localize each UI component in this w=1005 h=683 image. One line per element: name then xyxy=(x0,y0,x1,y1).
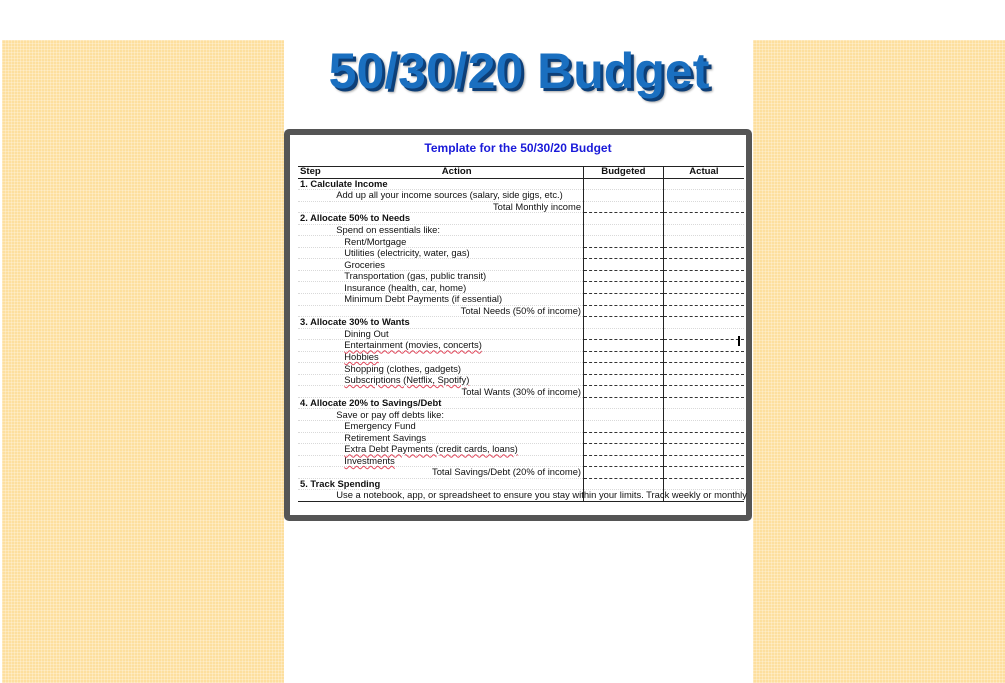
budgeted-cell[interactable] xyxy=(584,270,664,282)
table-row xyxy=(298,201,744,213)
table-row xyxy=(298,397,744,409)
budgeted-cell[interactable] xyxy=(584,259,664,271)
step-cell xyxy=(298,467,330,479)
actual-cell[interactable] xyxy=(663,190,744,202)
table-row xyxy=(298,213,744,225)
note-text[interactable]: Use a notebook, app, or spreadsheet to ensure you stay within your limits. Track weekly or monthly xyxy=(330,490,583,502)
step-cell xyxy=(298,328,330,340)
table-row xyxy=(298,282,744,294)
total-label[interactable]: Total Needs (50% of income) xyxy=(330,305,583,317)
sheet-title: Template for the 50/30/20 Budget xyxy=(424,141,612,155)
budgeted-cell[interactable] xyxy=(584,386,664,398)
budgeted-cell[interactable] xyxy=(584,444,664,456)
table-row xyxy=(298,432,744,444)
actual-cell[interactable] xyxy=(663,317,744,329)
budgeted-cell[interactable] xyxy=(584,236,664,248)
budgeted-cell[interactable] xyxy=(584,178,664,190)
total-label[interactable]: Total Savings/Debt (20% of income) xyxy=(330,467,583,479)
action-item[interactable]: Shopping (clothes, gadgets) xyxy=(330,363,583,375)
left-decorative-panel xyxy=(2,40,284,683)
action-item[interactable]: Insurance (health, car, home) xyxy=(330,282,583,294)
total-label[interactable]: Total Wants (30% of income) xyxy=(330,386,583,398)
step-cell xyxy=(298,294,330,306)
table-row xyxy=(298,386,744,398)
step-cell xyxy=(298,386,330,398)
actual-cell[interactable] xyxy=(663,351,744,363)
table-row xyxy=(298,317,744,329)
budgeted-cell[interactable] xyxy=(584,340,664,352)
actual-cell[interactable] xyxy=(663,328,744,340)
section-heading: 4. Allocate 20% to Savings/Debt xyxy=(298,397,584,409)
step-cell xyxy=(298,455,330,467)
table-row xyxy=(298,351,744,363)
step-cell xyxy=(298,282,330,294)
table-row xyxy=(298,374,744,386)
budgeted-cell[interactable] xyxy=(584,294,664,306)
action-item[interactable] xyxy=(330,374,583,386)
actual-cell[interactable] xyxy=(663,421,744,433)
total-label[interactable]: Total Monthly income xyxy=(330,201,583,213)
actual-cell[interactable] xyxy=(663,386,744,398)
actual-cell[interactable] xyxy=(663,247,744,259)
actual-cell[interactable] xyxy=(663,444,744,456)
step-cell xyxy=(298,190,330,202)
table-row xyxy=(298,270,744,282)
actual-cell[interactable] xyxy=(663,363,744,375)
budgeted-cell[interactable] xyxy=(584,317,664,329)
step-cell xyxy=(298,432,330,444)
budgeted-cell[interactable] xyxy=(584,409,664,421)
action-item[interactable] xyxy=(330,455,583,467)
header-step: Step xyxy=(298,167,330,179)
budgeted-cell[interactable] xyxy=(584,478,664,490)
action-item[interactable]: Transportation (gas, public transit) xyxy=(330,270,583,282)
actual-cell[interactable] xyxy=(663,213,744,225)
table-row xyxy=(298,478,744,490)
header-action: Action xyxy=(330,167,583,179)
table-row xyxy=(298,190,744,202)
section-heading: 1. Calculate Income xyxy=(298,178,584,190)
actual-cell[interactable] xyxy=(663,294,744,306)
actual-cell[interactable] xyxy=(663,282,744,294)
header-budgeted: Budgeted xyxy=(584,167,664,179)
table-header-row xyxy=(298,167,744,179)
actual-cell[interactable] xyxy=(663,467,744,479)
step-cell xyxy=(298,490,330,502)
table-row xyxy=(298,363,744,375)
action-item[interactable] xyxy=(330,340,583,352)
actual-cell[interactable] xyxy=(663,270,744,282)
actual-cell[interactable] xyxy=(663,455,744,467)
budget-template-frame xyxy=(284,129,752,521)
actual-cell[interactable] xyxy=(663,259,744,271)
action-item[interactable]: Dining Out xyxy=(330,328,583,340)
actual-cell[interactable] xyxy=(663,201,744,213)
action-item[interactable]: Rent/Mortgage xyxy=(330,236,583,248)
actual-cell[interactable] xyxy=(663,409,744,421)
action-item[interactable]: Utilities (electricity, water, gas) xyxy=(330,247,583,259)
budgeted-cell[interactable] xyxy=(584,247,664,259)
step-cell xyxy=(298,374,330,386)
step-cell xyxy=(298,363,330,375)
step-cell xyxy=(298,224,330,236)
spellcheck-underlined-text: Subscriptions (Netflix, Spotify) xyxy=(344,374,470,386)
actual-cell[interactable] xyxy=(663,397,744,409)
header-actual: Actual xyxy=(663,167,744,179)
budgeted-cell[interactable] xyxy=(584,397,664,409)
budgeted-cell[interactable] xyxy=(584,455,664,467)
actual-cell[interactable] xyxy=(663,340,744,352)
budgeted-cell[interactable] xyxy=(584,351,664,363)
table-row xyxy=(298,328,744,340)
step-cell xyxy=(298,201,330,213)
section-heading: 3. Allocate 30% to Wants xyxy=(298,317,584,329)
actual-cell[interactable] xyxy=(663,178,744,190)
action-item[interactable]: Save or pay off debts like: xyxy=(330,409,583,421)
action-item[interactable]: Add up all your income sources (salary, side gigs, etc.) xyxy=(330,190,583,202)
table-row xyxy=(298,444,744,456)
right-decorative-panel xyxy=(753,40,1005,683)
table-row xyxy=(298,455,744,467)
spellcheck-underlined-text: Hobbies xyxy=(344,351,379,363)
budgeted-cell[interactable] xyxy=(584,282,664,294)
actual-cell[interactable] xyxy=(663,224,744,236)
table-row xyxy=(298,305,744,317)
table-row xyxy=(298,247,744,259)
budgeted-cell[interactable] xyxy=(584,421,664,433)
actual-cell[interactable] xyxy=(663,236,744,248)
table-row xyxy=(298,236,744,248)
action-item[interactable]: Retirement Savings xyxy=(330,432,583,444)
budgeted-cell[interactable] xyxy=(584,374,664,386)
step-cell xyxy=(298,409,330,421)
actual-cell[interactable] xyxy=(663,305,744,317)
actual-cell[interactable] xyxy=(663,478,744,490)
table-row xyxy=(298,224,744,236)
table-row xyxy=(298,467,744,479)
actual-cell[interactable] xyxy=(663,374,744,386)
budgeted-cell[interactable] xyxy=(584,305,664,317)
action-item[interactable]: Emergency Fund xyxy=(330,421,583,433)
spellcheck-underlined-text: Extra Debt Payments (credit cards, loans) xyxy=(344,443,518,455)
step-cell xyxy=(298,444,330,456)
step-cell xyxy=(298,305,330,317)
action-item[interactable] xyxy=(330,444,583,456)
spellcheck-underlined-text: Entertainment (movies, concerts) xyxy=(344,339,482,351)
action-item[interactable]: Groceries xyxy=(330,259,583,271)
page-title: 50/30/20 Budget xyxy=(328,43,710,99)
table-row xyxy=(298,490,744,502)
budgeted-cell[interactable] xyxy=(584,467,664,479)
budgeted-cell[interactable] xyxy=(584,213,664,225)
step-cell xyxy=(298,340,330,352)
budgeted-cell[interactable] xyxy=(584,363,664,375)
budget-table xyxy=(298,166,747,502)
actual-cell[interactable] xyxy=(663,432,744,444)
budgeted-cell[interactable] xyxy=(584,432,664,444)
action-item[interactable]: Spend on essentials like: xyxy=(330,224,583,236)
step-cell xyxy=(298,247,330,259)
budgeted-cell[interactable] xyxy=(584,190,664,202)
step-cell xyxy=(298,259,330,271)
text-cursor xyxy=(738,336,740,346)
action-item[interactable] xyxy=(330,351,583,363)
step-cell xyxy=(298,351,330,363)
step-cell xyxy=(298,270,330,282)
budgeted-cell[interactable] xyxy=(584,201,664,213)
budgeted-cell[interactable] xyxy=(584,328,664,340)
step-cell xyxy=(298,421,330,433)
table-row xyxy=(298,340,744,352)
budgeted-cell[interactable] xyxy=(584,224,664,236)
action-item[interactable]: Minimum Debt Payments (if essential) xyxy=(330,294,583,306)
table-row xyxy=(298,409,744,421)
table-row xyxy=(298,294,744,306)
table-row xyxy=(298,421,744,433)
section-heading: 2. Allocate 50% to Needs xyxy=(298,213,584,225)
step-cell xyxy=(298,236,330,248)
table-row xyxy=(298,178,744,190)
table-row xyxy=(298,259,744,271)
spellcheck-underlined-text: Investments xyxy=(344,454,395,466)
section-heading: 5. Track Spending xyxy=(298,478,584,490)
